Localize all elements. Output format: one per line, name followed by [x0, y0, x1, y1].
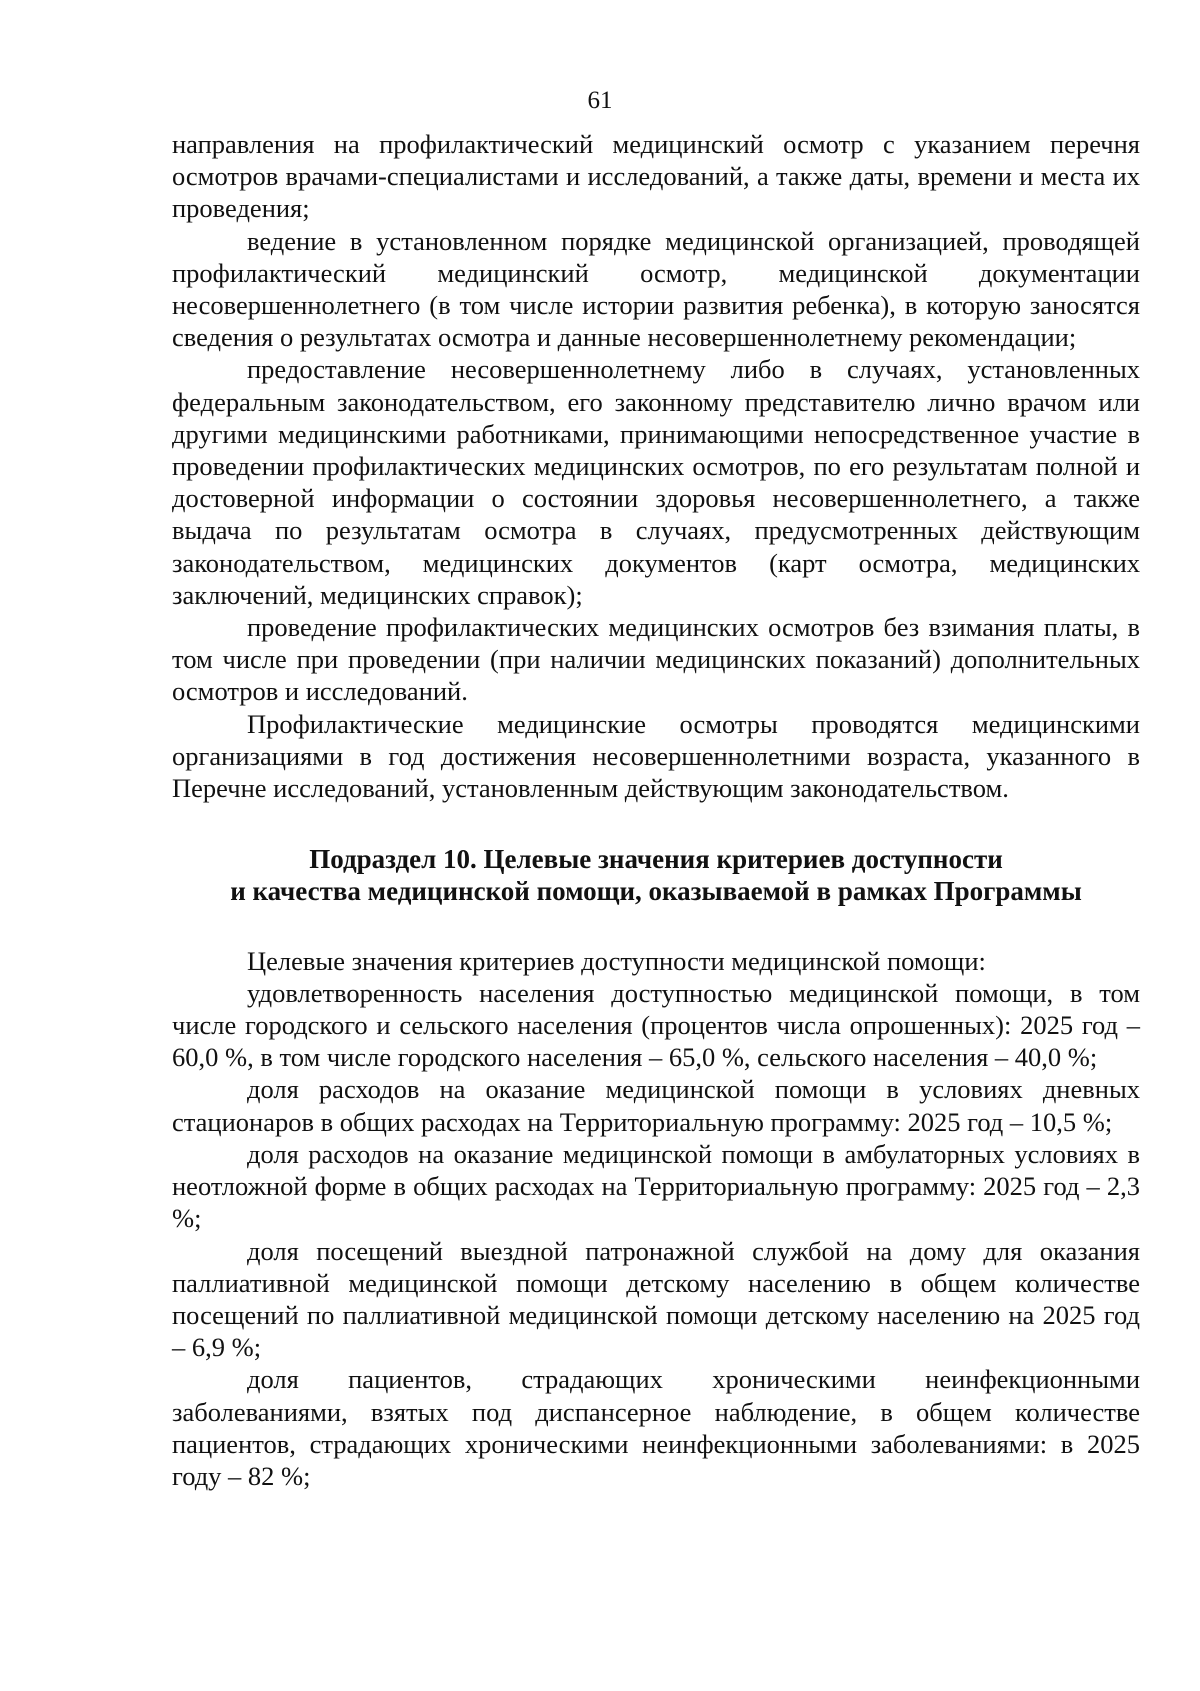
paragraph-examinations-timing: Профилактические медицинские осмотры проводятся медицинскими организациями в год достижения несовершеннолетними возраста, указанного в Перечне исследований, установленным действующим законодательством. — [172, 708, 1140, 804]
section-heading — [172, 843, 1140, 907]
paragraph-dispensary-observation-share: доля пациентов, страдающих хроническими неинфекционными заболеваниями, взятых под диспансерное наблюдение, в общем количестве пациентов, страдающих хроническими неинфекционными заболеваниями: в 2025 году – 82 %; — [172, 1364, 1140, 1491]
paragraph-population-satisfaction: удовлетворенность населения доступностью медицинской помощи, в том числе городского и сельского населения (процентов числа опрошенных): 2025 год – 60,0 %, в том числе городского населения – 65,0 %, сельского населения – 40,0 %; — [172, 977, 1140, 1073]
page-number: 61 — [587, 87, 613, 114]
section-heading-line-1: Подраздел 10. Целевые значения критериев доступности — [309, 844, 1003, 875]
paragraph-urgent-outpatient-share: доля расходов на оказание медицинской помощи в амбулаторных условиях в неотложной форме в общих расходах на Территориальную программу: 2025 год – 2,3 %; — [172, 1138, 1140, 1234]
paragraph-day-hospital-share: доля расходов на оказание медицинской помощи в условиях дневных стационаров в общих расходах на Территориальную программу: 2025 год – 10,5 %; — [172, 1074, 1140, 1137]
paragraph-criteria-intro: Целевые значения критериев доступности медицинской помощи: — [247, 945, 986, 976]
paragraph-referral-continuation: направления на профилактический медицинский осмотр с указанием перечня осмотров врачами-специалистами и исследований, а также даты, времени и места их проведения; — [172, 129, 1140, 224]
paragraph-free-examinations: проведение профилактических медицинских осмотров без взимания платы, в том числе при проведении (при наличии медицинских показаний) дополнительных осмотров и исследований. — [172, 612, 1140, 707]
document-body — [172, 128, 1140, 1492]
section-heading-line-2: и качества медицинской помощи, оказываемой в рамках Программы — [230, 876, 1082, 907]
paragraph-information-provision: предоставление несовершеннолетнему либо в случаях, установленных федеральным законодательством, его законному представителю лично врачом или другими медицинскими работниками, принимающими непосредственное участие в проведении профилактических медицинских осмотров, по его результатам полной и достоверной информации о состоянии здоровья несовершеннолетнего, а также выдача по результатам осмотра в случаях, предусмотренных действующим законодательством, медицинских документов (карт осмотра, медицинских заключений, медицинских справок); — [172, 354, 1140, 610]
paragraph-palliative-visits-share: доля посещений выездной патронажной службой на дому для оказания паллиативной медицинской помощи детскому населению в общем количестве посещений по паллиативной медицинской помощи детскому населению на 2025 год – 6,9 %; — [172, 1235, 1140, 1363]
paragraph-medical-records: ведение в установленном порядке медицинской организацией, проводящей профилактический медицинский осмотр, медицинской документации несовершеннолетнего (в том числе истории развития ребенка), в которую заносятся сведения о результатах осмотра и данные несовершеннолетнему рекомендации; — [172, 225, 1140, 353]
